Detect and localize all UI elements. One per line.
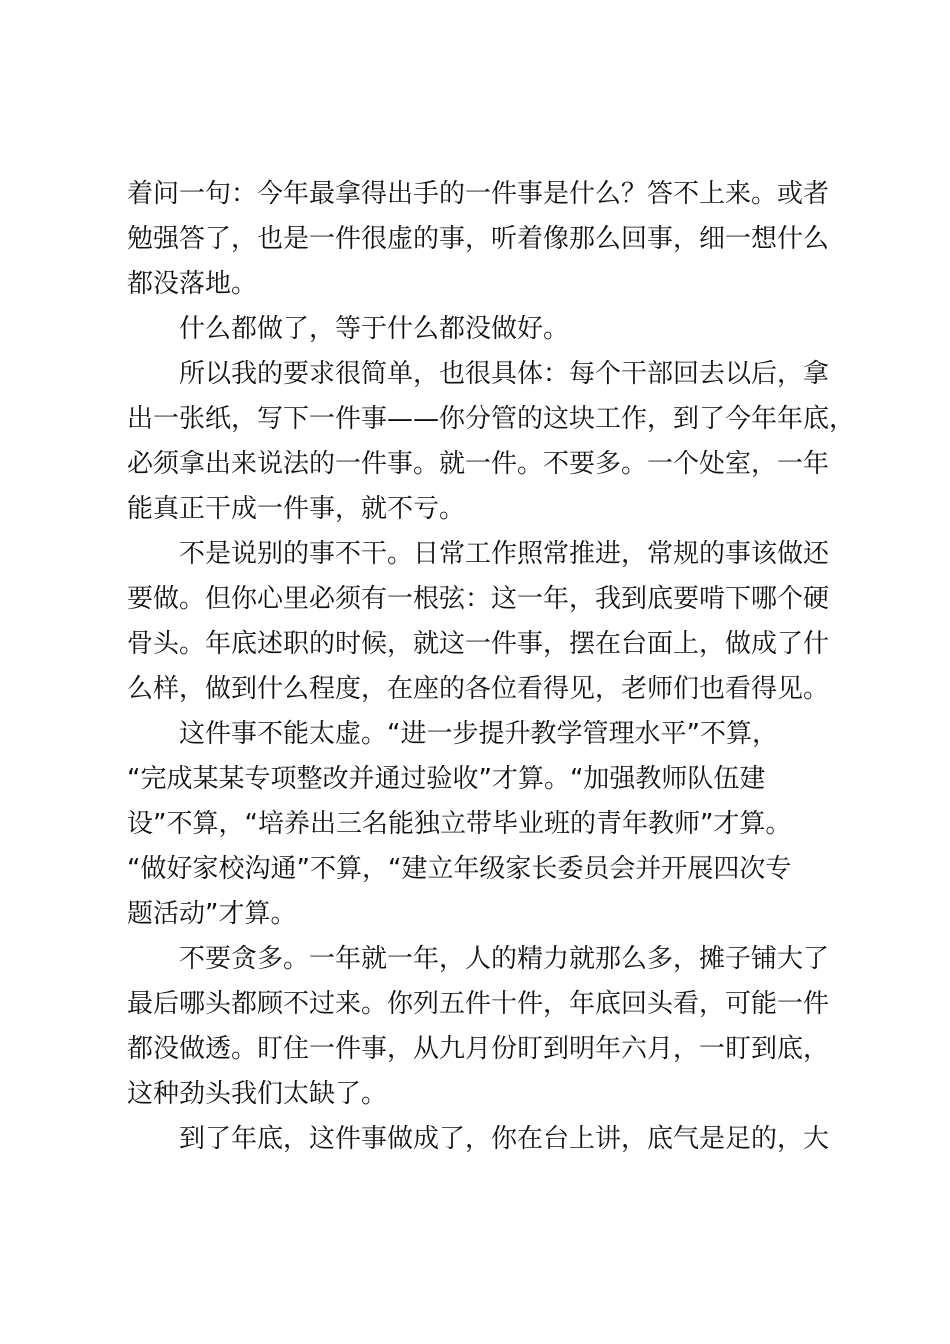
body-text bbox=[127, 172, 856, 1162]
text-line: 么样，做到什么程度，在座的各位看得见，老师们也看得见。 bbox=[127, 674, 830, 704]
text-line: 要做。但你心里必须有一根弦：这一年，我到底要啃下哪个硬 bbox=[127, 584, 830, 614]
text-line: 骨头。年底述职的时候，就这一件事，摆在台面上，做成了什 bbox=[127, 629, 830, 659]
text-line: 勉强答了，也是一件很虚的事，听着像那么回事，细一想什么 bbox=[127, 224, 830, 254]
paragraph-first-line: 不要贪多。一年就一年，人的精力就那么多，摊子铺大了 bbox=[179, 944, 830, 974]
paragraph-first-line: 什么都做了，等于什么都没做好。 bbox=[179, 314, 570, 344]
paragraph-first-line: 到了年底，这件事做成了，你在台上讲，底气是足的，大 bbox=[179, 1124, 830, 1154]
text-line: 出一张纸，写下一件事——你分管的这块工作，到了今年年底， bbox=[127, 404, 856, 434]
text-line: “完成某某专项整改并通过验收”才算。“加强教师队伍建 bbox=[127, 764, 766, 794]
text-line: 这种劲头我们太缺了。 bbox=[127, 1079, 388, 1109]
paragraph-first-line: 不是说别的事不干。日常工作照常推进，常规的事该做还 bbox=[179, 539, 830, 569]
text-line: 最后哪头都顾不过来。你列五件十件，年底回头看，可能一件 bbox=[127, 989, 830, 1019]
paragraph-first-line: 这件事不能太虚。“进一步提升教学管理水平”不算， bbox=[179, 719, 778, 749]
paragraph-first-line: 所以我的要求很简单，也很具体：每个干部回去以后，拿 bbox=[179, 359, 830, 389]
text-line: “做好家校沟通”不算，“建立年级家长委员会并开展四次专 bbox=[127, 854, 792, 884]
text-line: 设”不算，“培养出三名能独立带毕业班的青年教师”才算。 bbox=[127, 809, 792, 839]
text-line: 都没做透。盯住一件事，从九月份盯到明年六月，一盯到底， bbox=[127, 1034, 830, 1064]
text-line: 都没落地。 bbox=[127, 269, 258, 299]
text-line: 能真正干成一件事，就不亏。 bbox=[127, 494, 466, 524]
text-line: 着问一句：今年最拿得出手的一件事是什么？答不上来。或者 bbox=[127, 179, 830, 209]
text-line: 必须拿出来说法的一件事。就一件。不要多。一个处室，一年 bbox=[127, 449, 830, 479]
text-line: 题活动”才算。 bbox=[127, 899, 297, 929]
